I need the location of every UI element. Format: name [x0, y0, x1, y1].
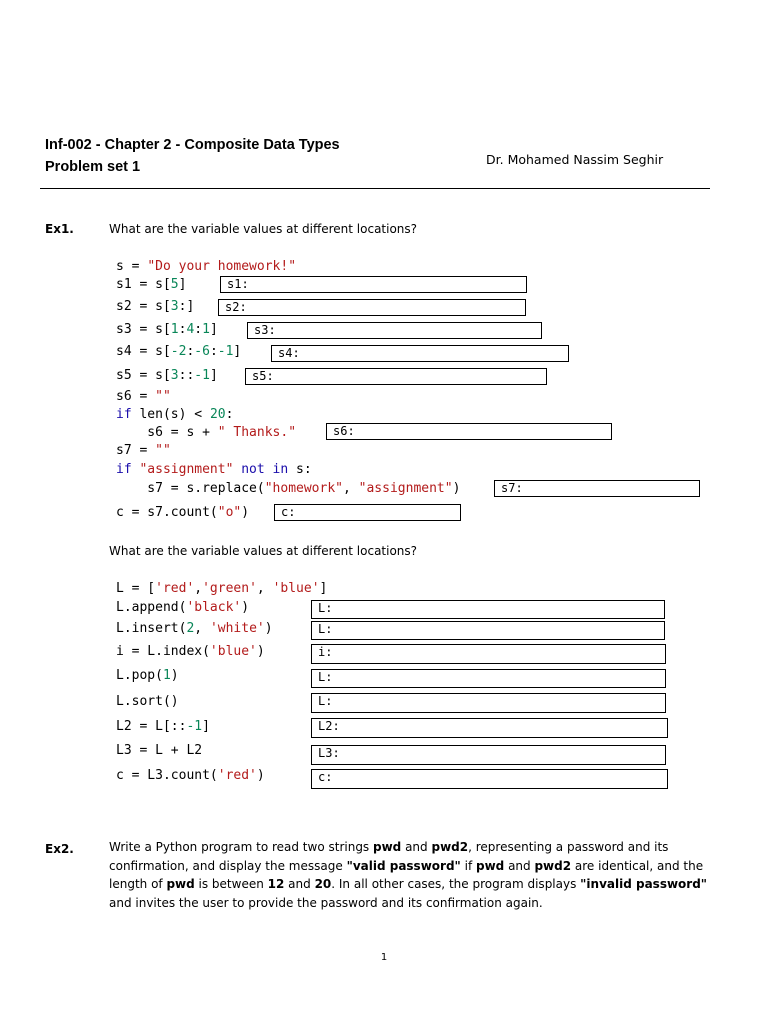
code-line: s7 = s.replace("homework", "assignment") — [116, 481, 461, 496]
answer-box-c2[interactable]: c: — [311, 769, 668, 789]
code-line: i = L.index('blue') — [116, 644, 265, 659]
answer-box-i[interactable]: i: — [311, 644, 666, 664]
code-line: c = L3.count('red') — [116, 768, 265, 783]
answer-box-s7[interactable]: s7: — [494, 480, 700, 497]
answer-box-s4[interactable]: s4: — [271, 345, 569, 362]
code-line: s2 = s[3:] — [116, 299, 195, 314]
answer-box-s5[interactable]: s5: — [245, 368, 547, 385]
code-line: L.insert(2, 'white') — [116, 621, 273, 636]
code-line: s4 = s[-2:-6:-1] — [116, 344, 242, 359]
exercise-1-prompt: What are the variable values at different locations? — [109, 222, 418, 236]
answer-box-L-append[interactable]: L: — [311, 600, 665, 619]
answer-box-s1[interactable]: s1: — [220, 276, 527, 293]
answer-box-L-insert[interactable]: L: — [311, 621, 665, 640]
author-name: Dr. Mohamed Nassim Seghir — [486, 152, 664, 167]
header-divider — [40, 188, 710, 189]
code-line: s = "Do your homework!" — [116, 259, 297, 274]
answer-box-s2[interactable]: s2: — [218, 299, 526, 316]
code-line: s3 = s[1:4:1] — [116, 322, 218, 337]
code-line: s6 = "" — [116, 389, 171, 404]
code-line: s6 = s + " Thanks." — [116, 425, 297, 440]
code-line: s7 = "" — [116, 443, 171, 458]
code-line: L3 = L + L2 — [116, 743, 203, 758]
answer-box-L-pop[interactable]: L: — [311, 669, 666, 688]
document-title: Inf-002 - Chapter 2 - Composite Data Types — [45, 137, 340, 153]
exercise-1-label: Ex1. — [45, 222, 74, 236]
code-line: s5 = s[3::-1] — [116, 368, 218, 383]
page-number: 1 — [380, 952, 388, 963]
exercise-2-text: Write a Python program to read two strings pwd and pwd2, representing a password and its confirmation, and display the message "valid password" if pwd and pwd2 are identical, and the length of pwd is between 12 and 20. In all other cases, the program displays "invalid password" and invites the user to provide the password and its confirmation again. — [109, 840, 708, 910]
answer-box-s6[interactable]: s6: — [326, 423, 612, 440]
code-line: L = ['red','green', 'blue'] — [116, 581, 328, 596]
code-line: L.append('black') — [116, 600, 250, 615]
list-prompt: What are the variable values at different locations? — [109, 544, 418, 558]
document-subtitle: Problem set 1 — [45, 159, 141, 175]
code-line: if "assignment" not in s: — [116, 462, 312, 477]
answer-box-L-sort[interactable]: L: — [311, 693, 666, 713]
code-line: c = s7.count("o") — [116, 505, 250, 520]
answer-box-L3[interactable]: L3: — [311, 745, 666, 765]
code-line: L2 = L[::-1] — [116, 719, 210, 734]
answer-box-L2[interactable]: L2: — [311, 718, 668, 738]
exercise-2-label: Ex2. — [45, 842, 74, 856]
answer-box-c[interactable]: c: — [274, 504, 461, 521]
answer-box-s3[interactable]: s3: — [247, 322, 542, 339]
code-line: L.pop(1) — [116, 668, 179, 683]
code-line: L.sort() — [116, 694, 179, 709]
code-line: if len(s) < 20: — [116, 407, 234, 422]
code-line: s1 = s[5] — [116, 277, 187, 292]
